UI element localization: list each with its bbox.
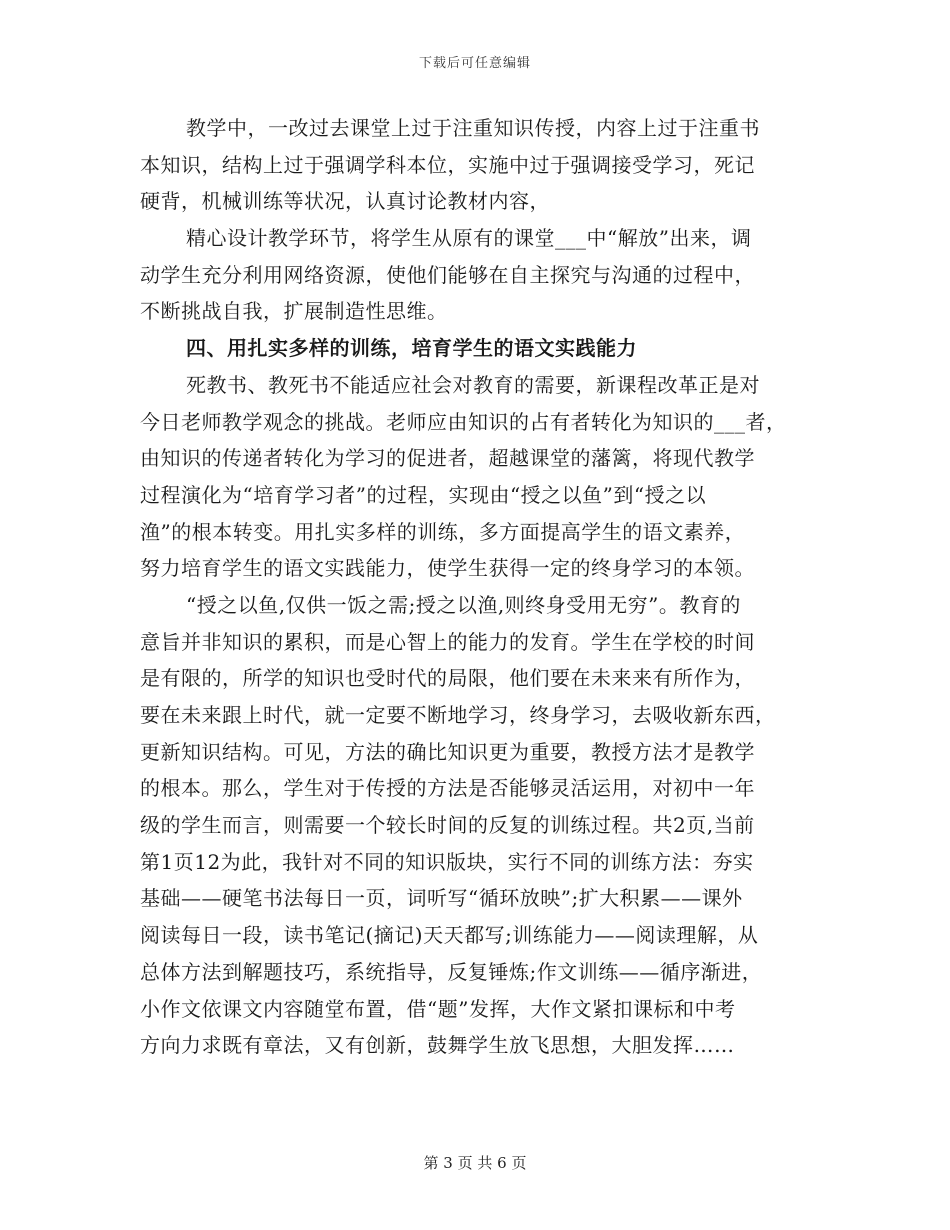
document-body — [140, 110, 820, 1064]
text-line: 努力培育学生的语文实践能力，使学生获得一定的终身学习的本领。 — [140, 556, 755, 581]
text-line: 过程演化为“培育学习者”的过程，实现由“授之以鱼”到“授之以 — [140, 482, 707, 507]
section-heading: 四、用扎实多样的训练，培育学生的语文实践能力 — [186, 336, 637, 361]
text-line: 硬背，机械训练等状况，认真讨论教材内容， — [140, 189, 550, 214]
text-line: 动学生充分利用网络资源，使他们能够在自主探究与沟通的过程中， — [140, 262, 755, 287]
text-line: 级的学生而言，则需要一个较长时间的反复的训练过程。共2页,当前 — [140, 813, 755, 838]
text-line: 意旨并非知识的累积，而是心智上的能力的发育。学生在学校的时间 — [140, 629, 755, 654]
text-line: 方向力求既有章法，又有创新，鼓舞学生放飞思想，大胆发挥…… — [140, 1033, 735, 1058]
text-line: 精心设计教学环节，将学生从原有的课堂___中“解放”出来，调 — [186, 226, 752, 251]
text-line: 渔”的根本转变。用扎实多样的训练，多方面提高学生的语文素养， — [140, 519, 746, 544]
text-line: “授之以鱼,仅供一饭之需;授之以渔,则终身受用无穷”。教育的 — [186, 592, 741, 617]
text-line: 总体方法到解题技巧，系统指导，反复锤炼;作文训练——循序渐进， — [140, 959, 763, 984]
text-line: 是有限的，所学的知识也受时代的局限，他们要在未来来有所作为， — [140, 666, 755, 691]
text-line: 阅读每日一段，读书笔记(摘记)天天都写;训练能力——阅读理解，从 — [140, 923, 759, 948]
text-line: 小作文依课文内容随堂布置，借“题”发挥，大作文紧扣课标和中考 — [140, 996, 736, 1021]
text-line: 不断挑战自我，扩展制造性思维。 — [140, 299, 448, 324]
text-line: 由知识的传递者转化为学习的促进者，超越课堂的藩篱，将现代教学 — [140, 446, 755, 471]
text-line: 更新知识结构。可见，方法的确比知识更为重要，教授方法才是教学 — [140, 739, 755, 764]
text-line: 今日老师教学观念的挑战。老师应由知识的占有者转化为知识的___者， — [140, 409, 787, 434]
text-line: 的根本。那么，学生对于传授的方法是否能够灵活运用，对初中一年 — [140, 776, 755, 801]
text-line: 基础——硬笔书法每日一页，词听写“循环放映”;扩大积累——课外 — [140, 886, 743, 911]
page-footer: 第 3 页 共 6 页 — [423, 1154, 527, 1172]
text-line: 教学中，一改过去课堂上过于注重知识传授，内容上过于注重书 — [186, 116, 760, 140]
text-line: 第1页12为此，我针对不同的知识版块，实行不同的训练方法：夯实 — [140, 849, 754, 874]
text-line: 要在未来跟上时代，就一定要不断地学习，终身学习，去吸收新东西， — [140, 703, 776, 727]
text-line: 死教书、教死书不能适应社会对教育的需要，新课程改革正是对 — [186, 372, 760, 397]
page-header: 下载后可任意编辑 — [418, 56, 531, 71]
text-line: 本知识，结构上过于强调学科本位，实施中过于强调接受学习，死记 — [140, 152, 755, 177]
